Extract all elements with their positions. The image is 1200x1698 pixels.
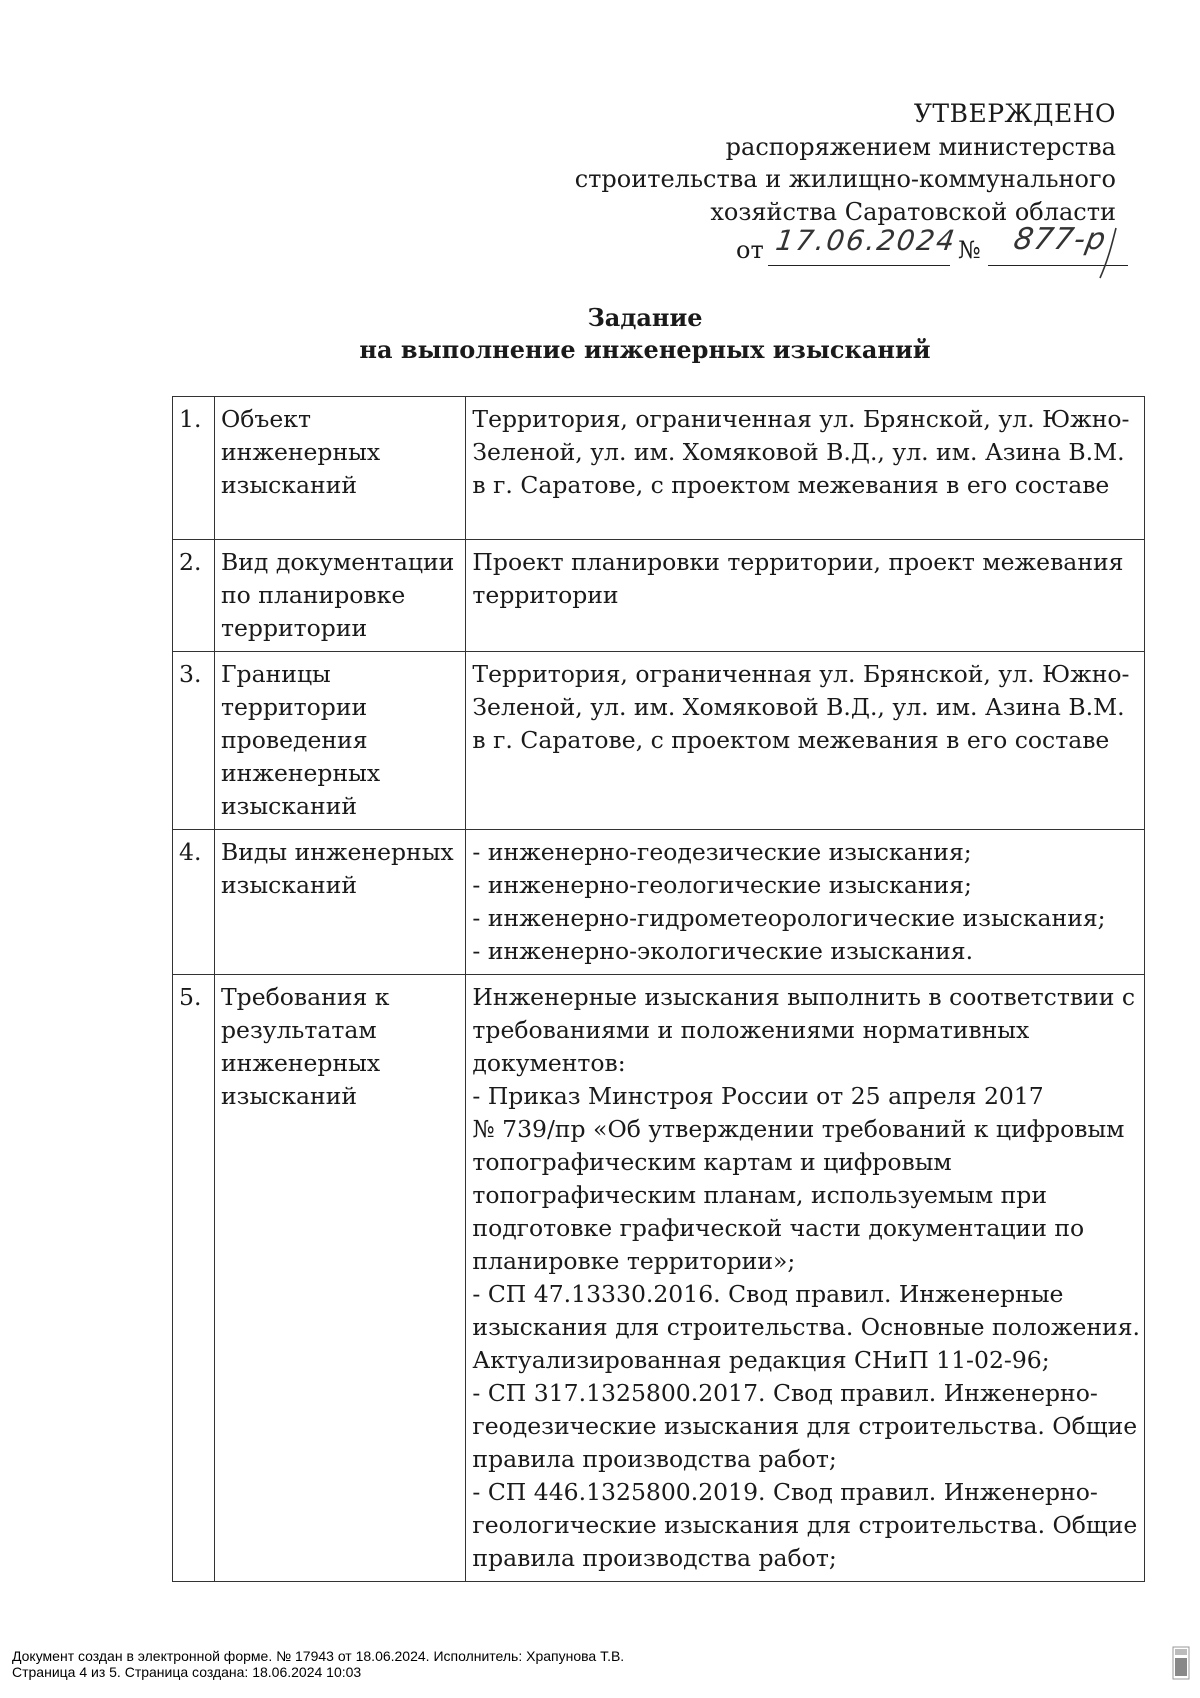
date-field [768, 224, 959, 266]
approval-date-number-line [736, 222, 1156, 268]
row-number: 4. [173, 830, 215, 975]
row-name-line: изысканий [221, 1082, 358, 1110]
table-row [173, 830, 1145, 975]
row-description [466, 652, 1145, 830]
row-desc-line: в г. Саратове, с проектом межевания в его составе [472, 471, 1110, 499]
table-row [173, 975, 1145, 1582]
row-desc-line: - инженерно-геологические изыскания; [472, 871, 972, 899]
row-number: 2. [173, 540, 215, 652]
table-row [173, 540, 1145, 652]
row-name-line: Виды инженерных [221, 838, 454, 866]
row-desc-line: документов: [472, 1049, 626, 1077]
row-number: 3. [173, 652, 215, 830]
row-name-line: проведения [221, 726, 368, 754]
row-name-line: территории [221, 693, 368, 721]
approval-title: УТВЕРЖДЕНО [913, 99, 1116, 128]
row-name-line: по планировке [221, 581, 406, 609]
row-desc-line: планировке территории»; [472, 1247, 796, 1275]
row-desc-line: в г. Саратове, с проектом межевания в его составе [472, 726, 1110, 754]
row-desc-line: геологические изыскания для строительства. Общие [472, 1511, 1138, 1539]
row-description [466, 830, 1145, 975]
row-desc-line: правила производства работ; [472, 1544, 837, 1572]
row-desc-line: изыскания для строительства. Основные положения. [472, 1313, 1140, 1341]
document-title [0, 302, 1200, 366]
row-desc-line: - инженерно-экологические изыскания. [472, 937, 974, 965]
footer-line-1: Документ создан в электронной форме. № 17943 от 18.06.2024. Исполнитель: Храпунова Т.В. [12, 1648, 625, 1664]
row-desc-line: топографическим картам и цифровым [472, 1148, 952, 1176]
row-desc-line: Зеленой, ул. им. Хомяковой В.Д., ул. им. Азина В.М. [472, 693, 1125, 721]
row-desc-line: Зеленой, ул. им. Хомяковой В.Д., ул. им. Азина В.М. [472, 438, 1125, 466]
row-description [466, 975, 1145, 1582]
row-number: 5. [173, 975, 215, 1582]
row-desc-line: правила производства работ; [472, 1445, 837, 1473]
row-desc-line: - СП 446.1325800.2019. Свод правил. Инженерно- [472, 1478, 1098, 1506]
handwritten-date: 17.06.2024 [773, 224, 959, 257]
approval-line-1: распоряжением министерства [725, 132, 1116, 161]
row-name-line: инженерных [221, 438, 381, 466]
row-desc-line: - СП 47.13330.2016. Свод правил. Инженерные [472, 1280, 1064, 1308]
footer-info [12, 1648, 624, 1680]
row-description [466, 540, 1145, 652]
row-desc-line: Инженерные изыскания выполнить в соответствии с [472, 983, 1136, 1011]
row-desc-line: подготовке графической части документации по [472, 1214, 1085, 1242]
row-desc-line: территории [472, 581, 619, 609]
row-name-line: изысканий [221, 871, 358, 899]
row-name-line: инженерных [221, 759, 381, 787]
row-name-line: Объект [221, 405, 311, 433]
row-name-line: территории [221, 614, 368, 642]
from-label: от [736, 236, 764, 264]
row-number: 1. [173, 397, 215, 540]
row-desc-line: требованиями и положениями нормативных [472, 1016, 1030, 1044]
row-name-line: инженерных [221, 1049, 381, 1077]
row-desc-line: Актуализированная редакция СНиП 11-02-96; [472, 1346, 1050, 1374]
table-row [173, 397, 1145, 540]
row-name-line: Вид документации [221, 548, 455, 576]
row-name-line: изысканий [221, 471, 358, 499]
table-row [173, 652, 1145, 830]
row-name-line: изысканий [221, 792, 358, 820]
document-title-line-1: Задание [587, 303, 703, 332]
row-name-line: Границы [221, 660, 331, 688]
approval-block [556, 98, 1116, 228]
row-desc-line: № 739/пр «Об утверждении требований к цифровым [472, 1115, 1125, 1143]
row-description [466, 397, 1145, 540]
row-desc-line: Территория, ограниченная ул. Брянской, ул. Южно- [472, 660, 1130, 688]
row-desc-line: - инженерно-гидрометеорологические изыскания; [472, 904, 1106, 932]
row-name [215, 397, 466, 540]
row-desc-line: - Приказ Минстроя России от 25 апреля 2017 [472, 1082, 1044, 1110]
row-name-line: Требования к [221, 983, 390, 1011]
number-label: № [958, 236, 981, 264]
row-desc-line: топографическим планам, используемым при [472, 1181, 1047, 1209]
approval-line-3: хозяйства Саратовской области [710, 197, 1116, 226]
row-desc-line: Проект планировки территории, проект межевания [472, 548, 1124, 576]
handwritten-stroke-icon [1094, 222, 1134, 282]
row-desc-line: геодезические изыскания для строительства. Общие [472, 1412, 1138, 1440]
task-table [172, 396, 1145, 1582]
qr-badge-icon [1172, 1646, 1190, 1680]
approval-line-2: строительства и жилищно-коммунального [574, 165, 1116, 193]
footer-line-2: Страница 4 из 5. Страница создана: 18.06.2024 10:03 [12, 1664, 362, 1680]
document-title-line-2: на выполнение инженерных изысканий [359, 335, 931, 364]
handwritten-number: 877-р [1010, 222, 1110, 257]
row-name [215, 540, 466, 652]
row-name [215, 830, 466, 975]
row-desc-line: - инженерно-геодезические изыскания; [472, 838, 972, 866]
row-name-line: результатам [221, 1016, 377, 1044]
row-name [215, 652, 466, 830]
row-desc-line: - СП 317.1325800.2017. Свод правил. Инженерно- [472, 1379, 1098, 1407]
row-desc-line: Территория, ограниченная ул. Брянской, ул. Южно- [472, 405, 1130, 433]
row-name [215, 975, 466, 1582]
